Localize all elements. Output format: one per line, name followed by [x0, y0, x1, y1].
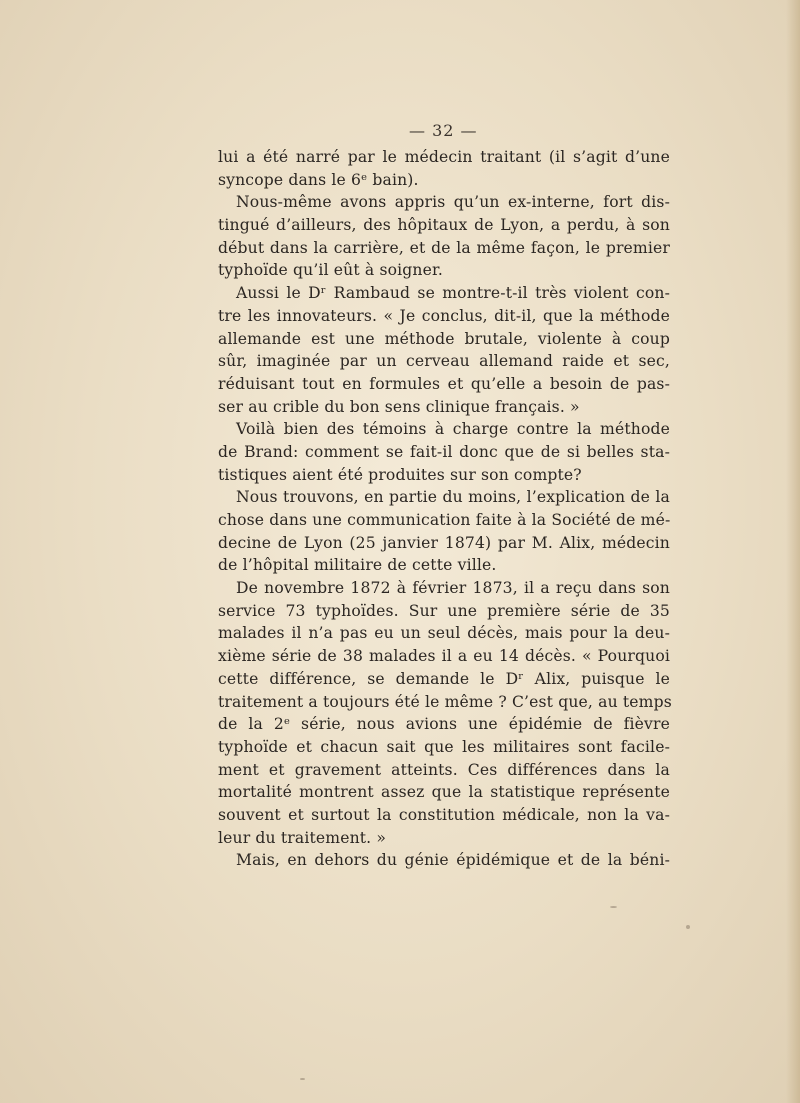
body-text	[218, 146, 670, 872]
text-line: traitement a toujours été le même ? C’est que, au temps	[218, 692, 672, 711]
text-line: syncope dans le 6ᵉ bain).	[218, 170, 419, 189]
text-line: tistiques aient été produites sur son compte?	[218, 465, 582, 484]
text-line: De novembre 1872 à février 1873, il a reçu dans son	[236, 579, 670, 598]
text-line: malades il n’a pas eu un seul décès, mais pour la deu-	[218, 624, 670, 643]
paper-speck	[300, 1078, 305, 1080]
text-line: de Brand: comment se fait-il donc que de si belles sta-	[218, 442, 670, 461]
text-line: Aussi le Dʳ Rambaud se montre-t-il très violent con-	[236, 284, 670, 303]
text-line: Nous-même avons appris qu’un ex-interne, fort dis-	[236, 193, 670, 212]
text-line: service 73 typhoïdes. Sur une première série de 35	[218, 601, 670, 620]
text-line: tre les innovateurs. « Je conclus, dit-il, que la méthode	[218, 306, 670, 325]
text-line: lui a été narré par le médecin traitant (il s’agit d’une	[218, 148, 670, 166]
text-line: typhoïde et chacun sait que les militaires sont facile-	[218, 737, 670, 756]
text-line: allemande est une méthode brutale, violente à coup	[218, 329, 670, 348]
text-line: Voilà bien des témoins à charge contre la méthode	[236, 420, 670, 439]
text-line: de l’hôpital militaire de cette ville.	[218, 556, 497, 575]
text-line: ser au crible du bon sens clinique français. »	[218, 397, 580, 416]
text-line: cette différence, se demande le Dʳ Alix, puisque le	[218, 669, 670, 688]
text-line: Mais, en dehors du génie épidémique et de la béni-	[236, 851, 670, 870]
text-line: xième série de 38 malades il a eu 14 décès. « Pourquoi	[218, 647, 670, 666]
text-line: leur du traitement. »	[218, 828, 387, 847]
page-edge-shadow	[786, 0, 800, 1103]
text-line: decine de Lyon (25 janvier 1874) par M. Alix, médecin	[218, 533, 670, 552]
text-line: chose dans une communication faite à la Société de mé-	[218, 511, 671, 529]
text-line: souvent et surtout la constitution médicale, non la va-	[218, 805, 670, 824]
text-line: ment et gravement atteints. Ces différences dans la	[218, 760, 670, 779]
text-line: de la 2ᵉ série, nous avions une épidémie de fièvre	[218, 715, 670, 734]
page-number: — 32 —	[409, 121, 478, 140]
text-line: Nous trouvons, en partie du moins, l’explication de la	[236, 488, 670, 507]
text-line: typhoïde qu’il eût à soigner.	[218, 261, 443, 280]
text-line: réduisant tout en formules et qu’elle a besoin de pas-	[218, 374, 670, 393]
text-line: tingué d’ailleurs, des hôpitaux de Lyon, a perdu, à son	[218, 216, 670, 235]
text-line: mortalité montrent assez que la statistique représente	[218, 783, 670, 802]
paper-speck	[686, 925, 690, 929]
text-line: sûr, imaginée par un cerveau allemand raide et sec,	[218, 352, 670, 371]
text-line: début dans la carrière, et de la même façon, le premier	[218, 238, 670, 257]
paper-speck	[610, 906, 617, 908]
